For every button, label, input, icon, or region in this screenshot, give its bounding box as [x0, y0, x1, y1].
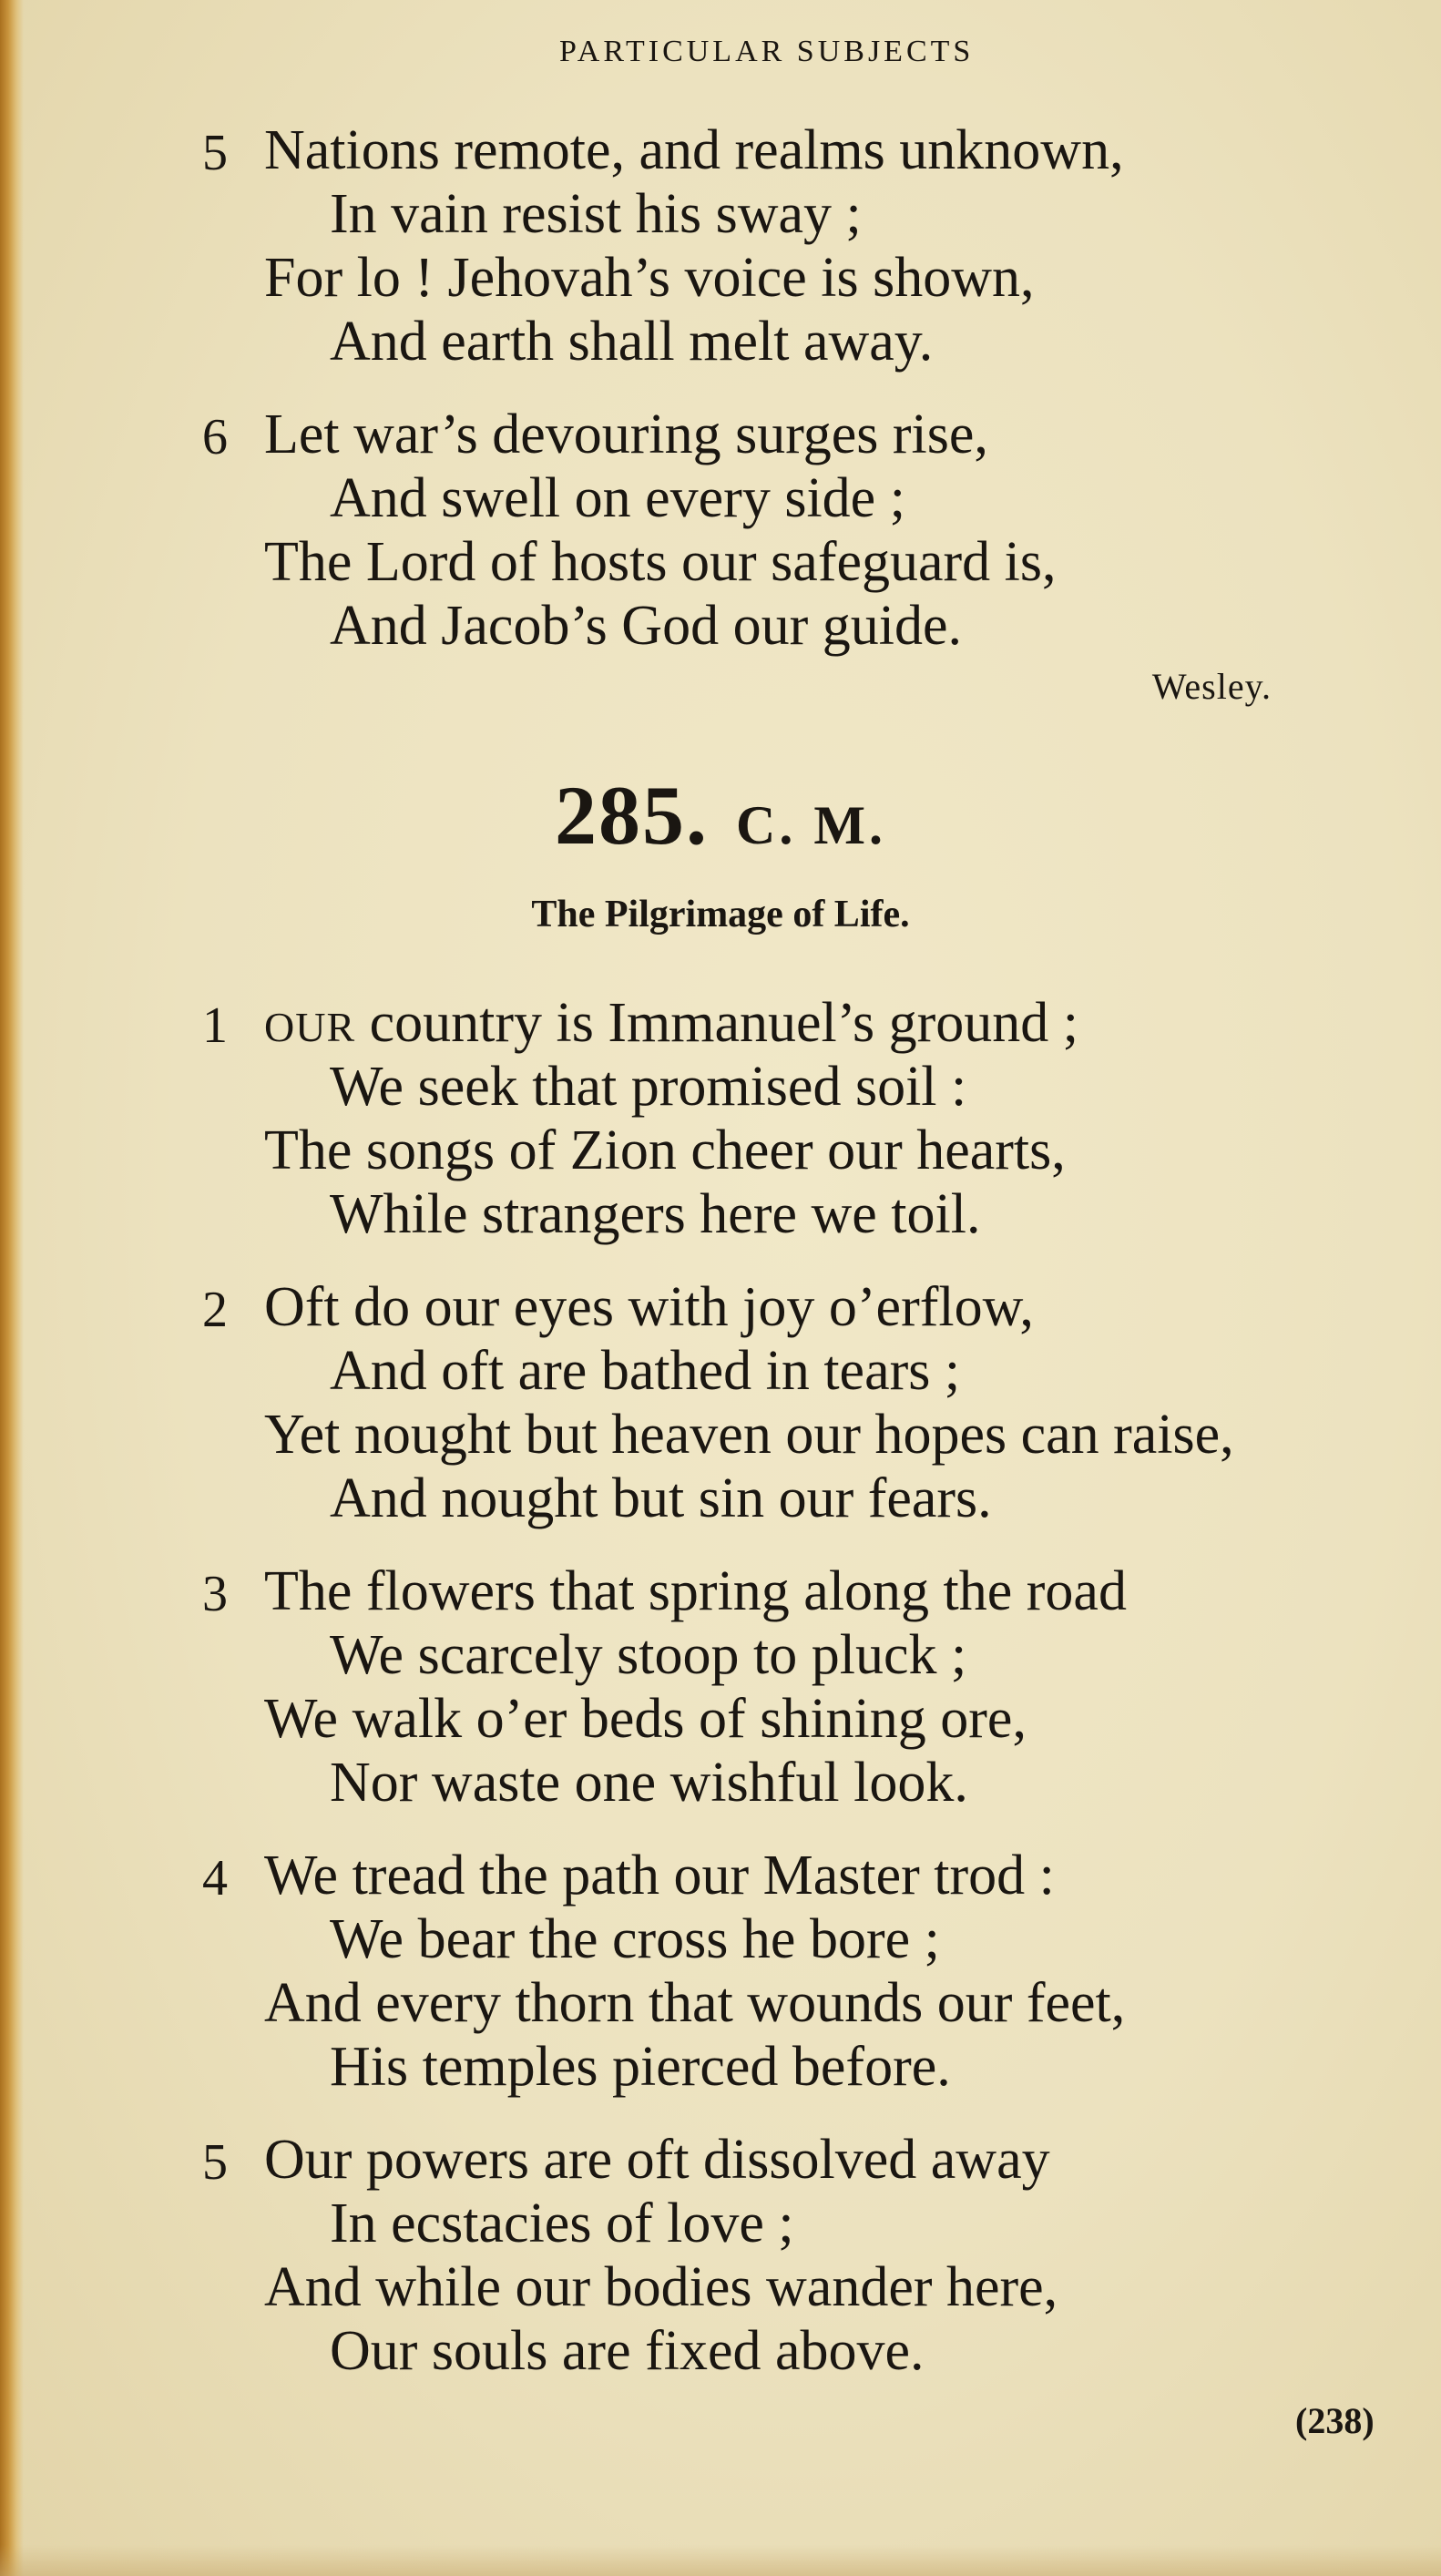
verse-line-rest: country is Immanuel’s ground ;: [355, 992, 1078, 1054]
verse-line: In vain resist his sway ;: [330, 183, 862, 245]
verse-line: And oft are bathed in tears ;: [330, 1340, 961, 1402]
stanza-number: 3: [202, 1566, 228, 1622]
hymn-heading: [0, 767, 1441, 864]
stanza-number: 4: [202, 1850, 228, 1906]
verse-line: In ecstacies of love ;: [330, 2193, 794, 2254]
verse-line: We walk o’er beds of shining ore,: [264, 1688, 1027, 1750]
verse-line: Yet nought but heaven our hopes can raise,: [264, 1404, 1234, 1466]
first-word-smallcaps: OUR: [264, 1004, 356, 1050]
verse-line: Nations remote, and realms unknown,: [264, 119, 1124, 181]
verse-line: For lo ! Jehovah’s voice is shown,: [264, 247, 1035, 309]
verse-line: Let war’s devouring surges rise,: [264, 404, 988, 465]
verse-line: And Jacob’s God our guide.: [330, 595, 962, 657]
verse-line: The Lord of hosts our safeguard is,: [264, 531, 1057, 593]
verse-line: Oft do our eyes with joy o’erflow,: [264, 1276, 1034, 1338]
verse-line: And while our bodies wander here,: [264, 2256, 1058, 2318]
verse-line: [264, 992, 1078, 1054]
page-number: (238): [1295, 2400, 1375, 2441]
stanza-number: 5: [202, 125, 228, 181]
verse-line: The flowers that spring along the road: [264, 1560, 1127, 1622]
verse-line: And swell on every side ;: [330, 467, 905, 529]
verse-line: And every thorn that wounds our feet,: [264, 1972, 1126, 2034]
stanza-number: 5: [202, 2134, 228, 2191]
running-header: PARTICULAR SUBJECTS: [559, 35, 975, 68]
verse-line: Nor waste one wishful look.: [330, 1752, 968, 1814]
verse-line: His temples pierced before.: [330, 2036, 951, 2098]
verse-line: The songs of Zion cheer our hearts,: [264, 1119, 1066, 1181]
verse-line: We seek that promised soil :: [330, 1056, 967, 1118]
verse-line: And nought but sin our fears.: [330, 1467, 992, 1529]
hymn-number: 285.: [555, 769, 710, 862]
verse-line: And earth shall melt away.: [330, 311, 934, 373]
stanza-number: 2: [202, 1282, 228, 1338]
verse-line: We scarcely stoop to pluck ;: [330, 1624, 967, 1686]
verse-line: While strangers here we toil.: [330, 1183, 981, 1245]
hymn-meter: C. M.: [736, 795, 886, 855]
verse-line: We bear the cross he bore ;: [330, 1908, 940, 1970]
verse-line: Our souls are fixed above.: [330, 2320, 925, 2382]
verse-line: Our powers are oft dissolved away: [264, 2129, 1050, 2191]
page-edge-left: [0, 0, 24, 2576]
author-attribution: Wesley.: [1151, 666, 1272, 707]
stanza-number: 1: [202, 997, 228, 1054]
stanza-number: 6: [202, 409, 228, 465]
hymn-title: The Pilgrimage of Life.: [531, 894, 910, 935]
verse-line: We tread the path our Master trod :: [264, 1845, 1055, 1906]
page-edge-bottom: [0, 2545, 1441, 2576]
